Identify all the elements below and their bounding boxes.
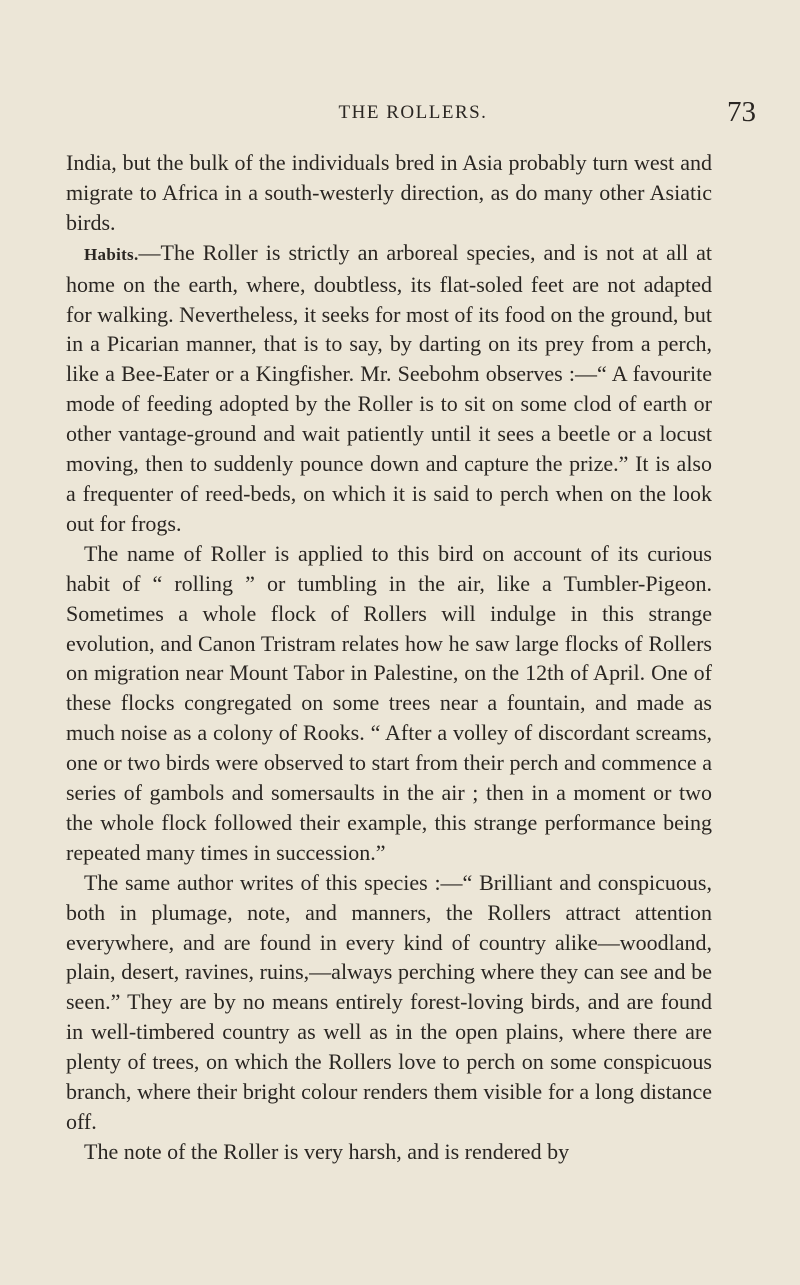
paragraph-habits-text: —The Roller is strictly an arboreal species, and is not at all at home on the earth, where, doubtless, its flat-soled feet are not adapted for walking. Nevertheless, it seeks for most of its food on the ground, but in a Picarian manner, that is to say, by darting on its prey from a perch, like a Bee-Eater or a Kingfisher. Mr. Seebohm observes :—“ A favourite mode of feeding adopted by the Roller is to sit on some clod of earth or other vantage-ground and wait patiently until it sees a beetle or a locust moving, then to suddenly pounce down and capture the prize.” It is also a frequenter of reed-beds, on which it is said to perch when on the look out for frogs.	[66, 239, 712, 536]
paragraph-3-text: The name of Roller is applied to this bird on account of its curious habit of “ rolling ” or tumbling in the air, like a Tumbler-Pigeon. Sometimes a whole flock of Rollers will indulge in this strange evolution, and Canon Tristram relates how he saw large flocks of Rollers on migration near Mount Tabor in Palestine, on the 12th of April. One of these flocks congregated on some trees near a fountain, and made as much noise as a colony of Rooks. “ After a volley of discordant screams, one or two birds were observed to start from their perch and commence a series of gambols and somersaults in the air ; then in a moment or two the whole flock followed their example, this strange performance being repeated many times in succession.”	[66, 540, 712, 865]
paragraph-4-text: The same author writes of this species :—“ Brilliant and conspicuous, both in plumage, note, and manners, the Rollers attract attention everywhere, and are found in every kind of country alike—woodland, plain, desert, ravines, ruins,—always perching where they can see and be seen.” They are by no means entirely forest-loving birds, and are found in well-timbered country as well as in the open plains, where there are plenty of trees, on which the Rollers love to perch on some conspicuous branch, where their bright colour renders them visible for a long distance off.	[66, 869, 712, 1134]
running-head	[0, 96, 800, 136]
page-number: 73	[727, 96, 756, 128]
paragraph-5-text: The note of the Roller is very harsh, and is rendered by	[84, 1138, 570, 1164]
side-heading-habits: Habits.	[84, 244, 139, 264]
paragraph-1	[66, 148, 712, 238]
paragraph-5	[66, 1137, 712, 1167]
paragraph-1-text: India, but the bulk of the individuals bred in Asia probably turn west and migrate to Africa in a south-westerly direction, as do many other Asiatic birds.	[66, 150, 712, 235]
paragraph-habits	[66, 238, 712, 539]
paragraph-3	[66, 539, 712, 868]
paragraph-4	[66, 868, 712, 1137]
body-text	[66, 148, 712, 1167]
running-title: THE ROLLERS.	[338, 102, 488, 123]
